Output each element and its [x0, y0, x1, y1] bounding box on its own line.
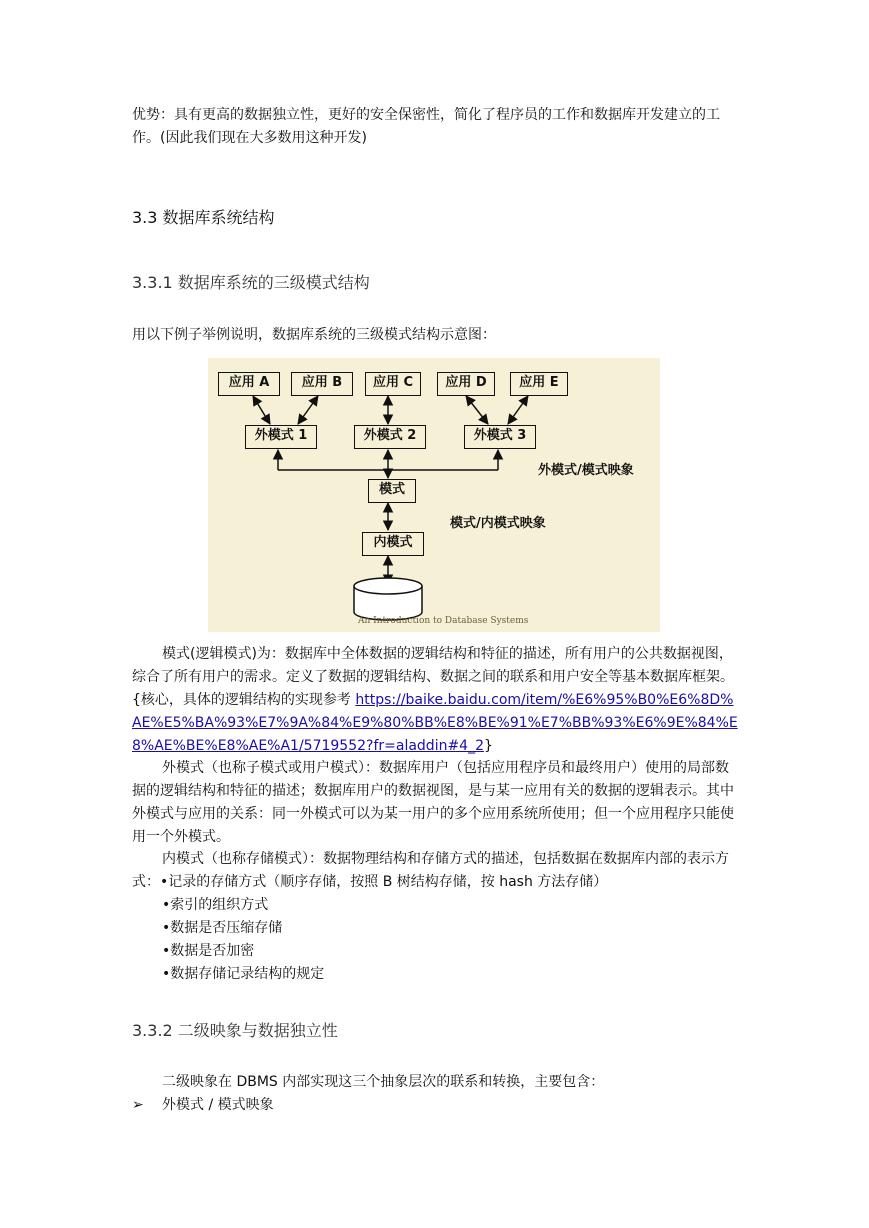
schema-paragraph-text: 模式(逻辑模式)为：数据库中全体数据的逻辑结构和特征的描述，所有用户的公共数据视图，综合了所有用户的需求。定义了数据的逻辑结构、数据之间的联系和用户安全等基本数据库框架。{核心，具体的逻辑结构的实现参考 [132, 646, 734, 708]
app-box-e: 应用 E [510, 372, 568, 396]
arrow-bullet-icon: ➢ [132, 1097, 144, 1113]
bullet-item: •数据是否压缩存储 [162, 920, 283, 936]
app-box-d: 应用 D [437, 372, 495, 396]
section-heading-3-3: 3.3 数据库系统结构 [132, 208, 275, 227]
bullet-item: •数据存储记录结构的规定 [162, 966, 325, 982]
baike-link[interactable]: https://baike.baidu.com/item/%E6%95%B0%E6%8D%AE%E5%BA%93%E7%9A%84%E9%80%BB%E8%BE%91%E7%BB%93%E6%9E%84%E8%AE%BE%E8%AE%A1/5719552?fr=aladdin#4_2 [132, 692, 738, 754]
internal-schema-paragraph: 内模式（也称存储模式）：数据物理结构和存储方式的描述，包括数据在数据库内部的表示方式：•记录的存储方式（顺序存储，按照 B 树结构存储，按 hash 方法存储） [132, 851, 729, 890]
three-level-schema-diagram [208, 358, 660, 632]
external-schema-mapping-label: 外模式/模式映象 [538, 463, 634, 478]
external-schema-box-3: 外模式 3 [464, 425, 536, 449]
mapping-intro-paragraph: 二级映象在 DBMS 内部实现这三个抽象层次的联系和转换，主要包含： [162, 1074, 605, 1090]
external-schema-paragraph: 外模式（也称子模式或用户模式）：数据库用户（包括应用程序员和最终用户）使用的局部数据的逻辑结构和特征的描述；数据库用户的数据视图，是与某一应用有关的数据的逻辑表示。其中外模式与应用的关系：同一外模式可以为某一用户的多个应用系统所使用；但一个应用程序只能使用一个外模式。 [132, 760, 734, 845]
external-schema-box-2: 外模式 2 [354, 425, 426, 449]
schema-internal-mapping-label: 模式/内模式映象 [450, 516, 546, 531]
section-heading-3-3-1: 3.3.1 数据库系统的三级模式结构 [132, 273, 370, 292]
advantage-paragraph: 优势：具有更高的数据独立性，更好的安全保密性，简化了程序员的工作和数据库开发建立的工作。(因此我们现在大多数用这种开发) [132, 107, 720, 146]
diagram-caption: An Introduction to Database Systems [358, 616, 529, 626]
bullet-item: •索引的组织方式 [162, 897, 269, 913]
arrow-list-item-text: 外模式 / 模式映象 [162, 1097, 274, 1113]
schema-box: 模式 [368, 479, 416, 503]
app-box-c: 应用 C [365, 372, 421, 396]
schema-paragraph [132, 643, 738, 758]
diagram-arrows [208, 358, 660, 632]
external-schema-box-1: 外模式 1 [245, 425, 317, 449]
bullet-item: •数据是否加密 [162, 943, 255, 959]
internal-schema-box: 内模式 [362, 532, 424, 556]
arrow-list-item [132, 1094, 274, 1117]
app-box-a: 应用 A [218, 372, 280, 396]
app-box-b: 应用 B [291, 372, 353, 396]
schema-paragraph-close: } [484, 738, 493, 754]
section-heading-3-3-2: 3.3.2 二级映象与数据独立性 [132, 1021, 338, 1040]
intro-paragraph: 用以下例子举例说明，数据库系统的三级模式结构示意图： [132, 327, 496, 343]
